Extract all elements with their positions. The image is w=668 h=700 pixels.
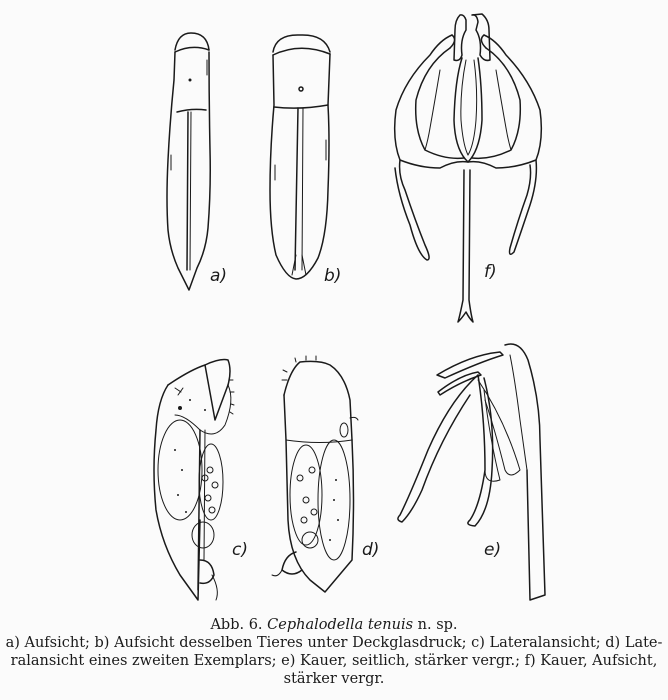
drawing-panel-e xyxy=(398,344,545,600)
panel-label-f: f) xyxy=(484,262,497,282)
drawing-panel-d xyxy=(272,356,358,592)
figure-caption xyxy=(0,616,668,688)
panel-label-b: b) xyxy=(324,266,342,286)
caption-title xyxy=(0,616,668,634)
caption-prefix: Abb. 6. xyxy=(210,617,263,633)
panel-label-d: d) xyxy=(362,540,380,560)
panel-label-a: a) xyxy=(210,266,228,286)
drawing-panel-b xyxy=(270,35,330,279)
panel-label-c: c) xyxy=(232,540,248,560)
caption-line-2: ralansicht eines zweiten Exemplars; e) Kauer, seitlich, stärker vergr.; f) Kauer, Aufsicht, xyxy=(10,653,658,669)
drawing-panel-a xyxy=(167,33,210,290)
caption-species: Cephalodella tenuis xyxy=(267,617,414,633)
panel-label-e: e) xyxy=(484,540,502,560)
caption-suffix: n. sp. xyxy=(417,617,458,633)
drawing-panel-f xyxy=(395,14,542,322)
caption-line-3: stärker vergr. xyxy=(283,671,385,687)
caption-line-1: a) Aufsicht; b) Aufsicht desselben Tieres unter Deckglasdruck; c) Lateralansicht; d) Late- xyxy=(5,635,663,651)
drawing-panel-c xyxy=(154,360,234,600)
